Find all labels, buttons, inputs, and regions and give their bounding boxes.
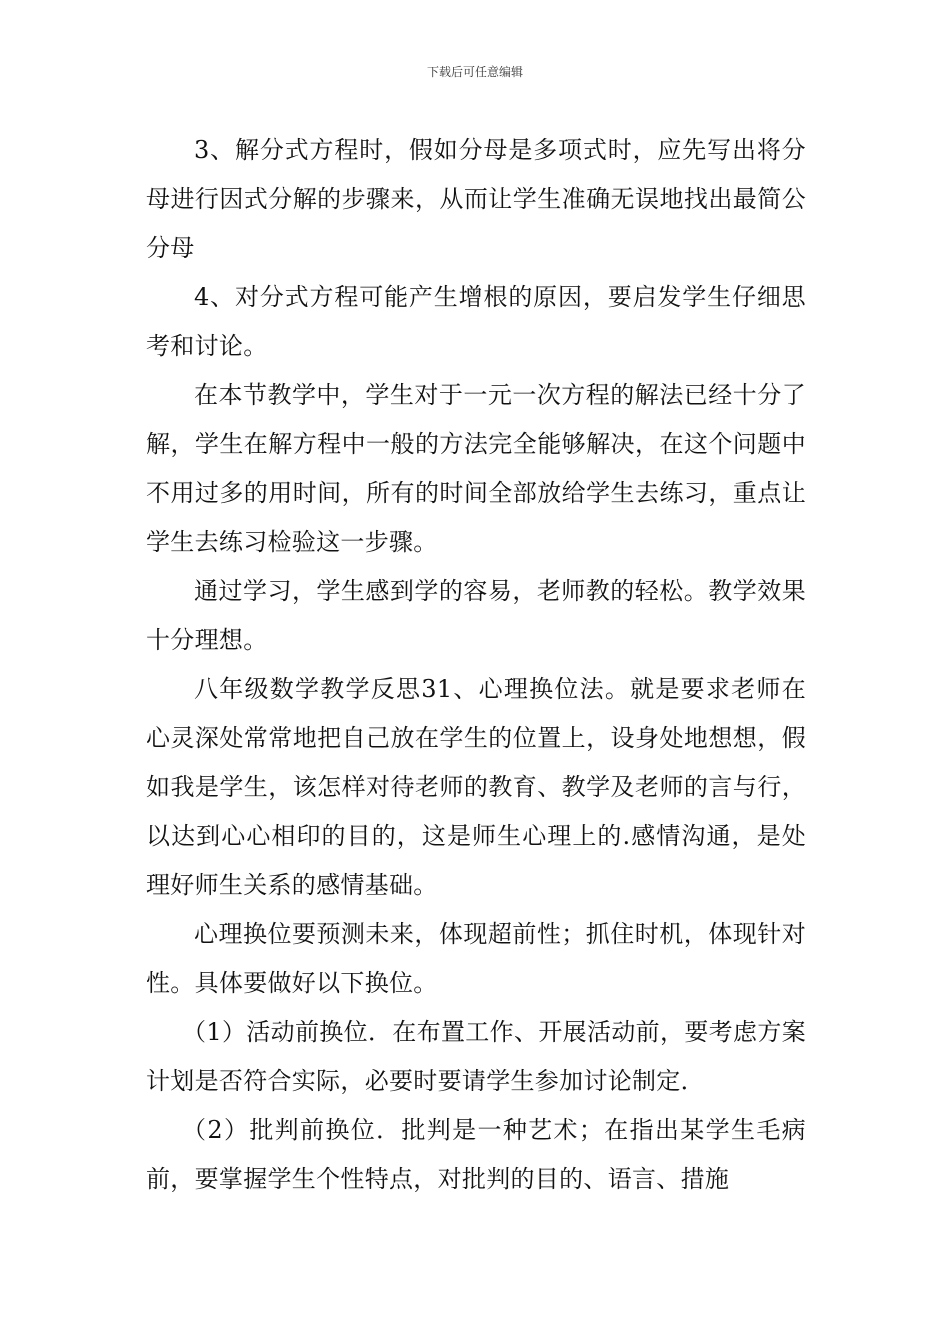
paragraph-7: （1）活动前换位．在布置工作、开展活动前，要考虑方案计划是否符合实际，必要时要请学生参加讨论制定． — [146, 1018, 806, 1095]
paragraph-2: 4、对分式方程可能产生增根的原因，要启发学生仔细思考和讨论。 — [146, 283, 806, 360]
paragraph-3: 在本节教学中，学生对于一元一次方程的解法已经十分了解，学生在解方程中一般的方法完全能够解决，在这个问题中不用过多的用时间，所有的时间全部放给学生去练习，重点让学生去练习检验这一步骤。 — [146, 381, 806, 556]
paragraph-5: 八年级数学教学反思31、心理换位法。就是要求老师在心灵深处常常地把自己放在学生的位置上，设身处地想想，假如我是学生，该怎样对待老师的教育、教学及老师的言与行，以达到心心相印的目的，这是师生心理上的.感情沟通，是处理好师生关系的感情基础。 — [146, 675, 806, 899]
paragraph-4: 通过学习，学生感到学的容易，老师教的轻松。教学效果十分理想。 — [146, 577, 806, 654]
document-body — [146, 126, 806, 1204]
paragraph-1: 3、解分式方程时，假如分母是多项式时，应先写出将分母进行因式分解的步骤来，从而让学生准确无误地找出最简公分母 — [146, 136, 806, 262]
paragraph-6: 心理换位要预测未来，体现超前性；抓住时机，体现针对性。具体要做好以下换位。 — [146, 920, 806, 997]
page-header: 下载后可任意编辑 — [426, 65, 523, 79]
paragraph-8: （2）批判前换位．批判是一种艺术；在指出某学生毛病前，要掌握学生个性特点，对批判的目的、语言、措施 — [146, 1116, 806, 1193]
